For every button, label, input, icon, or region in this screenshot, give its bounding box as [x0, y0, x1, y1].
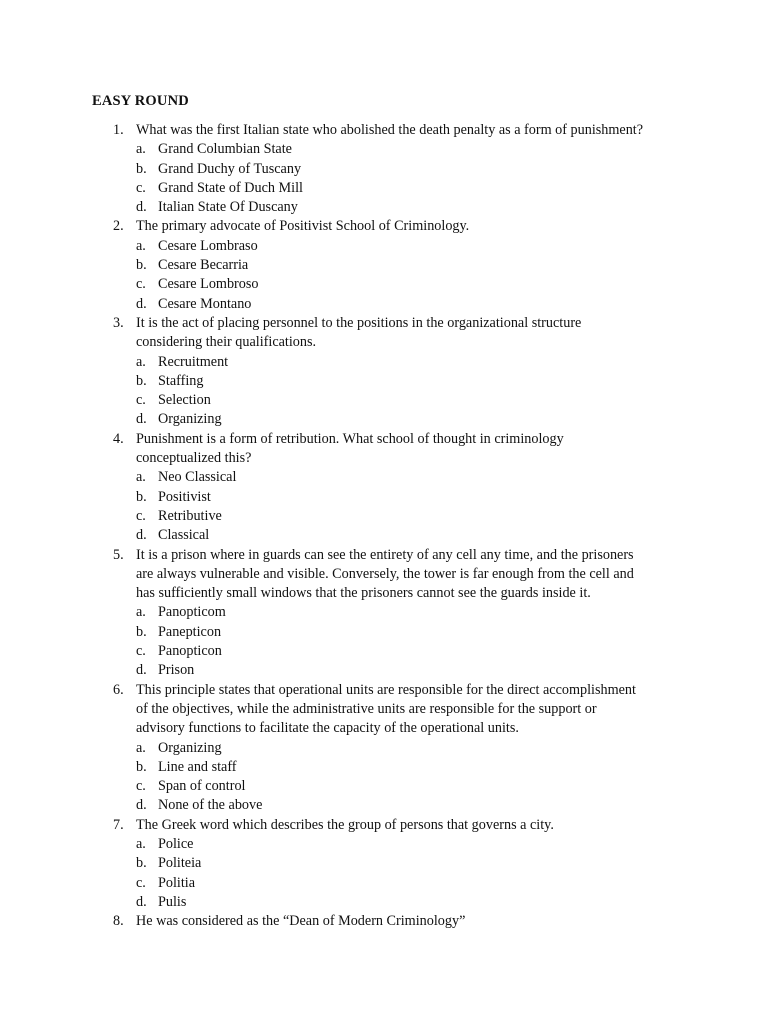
question-item [0, 430, 768, 546]
option-text: Panepticon [158, 623, 222, 640]
question-line [0, 816, 768, 835]
answer-option [0, 661, 768, 680]
question-text: conceptualized this? [136, 450, 252, 467]
answer-option [0, 739, 768, 758]
answer-option [0, 353, 768, 372]
option-text: Cesare Becarria [158, 257, 249, 274]
question-number: 5. [113, 546, 124, 563]
option-text: Grand Columbian State [158, 141, 292, 158]
answer-option [0, 796, 768, 815]
option-letter: c. [136, 874, 146, 891]
question-line [0, 430, 768, 449]
answer-option [0, 256, 768, 275]
question-item [0, 217, 768, 313]
option-letter: c. [136, 392, 146, 409]
option-letter: d. [136, 527, 147, 544]
option-letter: a. [136, 739, 146, 756]
option-letter: b. [136, 372, 147, 389]
option-letter: a. [136, 604, 146, 621]
option-text: Panopticom [158, 604, 226, 621]
question-text: advisory functions to facilitate the capacity of the operational units. [136, 720, 519, 737]
answer-option [0, 391, 768, 410]
question-line [0, 546, 768, 565]
question-line [0, 314, 768, 333]
option-text: None of the above [158, 797, 263, 814]
option-letter: c. [136, 507, 146, 524]
question-item [0, 314, 768, 430]
answer-option [0, 777, 768, 796]
option-letter: c. [136, 643, 146, 660]
option-letter: d. [136, 893, 147, 910]
option-letter: b. [136, 758, 147, 775]
question-line [0, 217, 768, 236]
option-text: Cesare Montano [158, 295, 252, 312]
answer-option [0, 758, 768, 777]
answer-option [0, 893, 768, 912]
question-text: It is the act of placing personnel to the positions in the organizational structure [136, 314, 582, 331]
option-text: Span of control [158, 778, 246, 795]
answer-option [0, 179, 768, 198]
question-number: 6. [113, 681, 124, 698]
question-item [0, 816, 768, 912]
answer-option [0, 198, 768, 217]
question-text: What was the first Italian state who abolished the death penalty as a form of punishment? [136, 122, 644, 138]
option-text: Organizing [158, 411, 222, 428]
option-text: Classical [158, 527, 210, 544]
option-text: Cesare Lombroso [158, 276, 259, 293]
option-letter: d. [136, 411, 147, 428]
answer-option [0, 835, 768, 854]
question-line [0, 912, 768, 931]
option-letter: d. [136, 662, 147, 679]
question-line [0, 565, 768, 584]
question-line [0, 333, 768, 352]
question-line [0, 719, 768, 738]
option-letter: b. [136, 488, 147, 505]
question-text: The Greek word which describes the group of persons that governs a city. [136, 816, 554, 833]
option-letter: c. [136, 276, 146, 293]
question-number: 3. [113, 314, 124, 331]
question-line [0, 449, 768, 468]
option-text: Cesare Lombraso [158, 237, 258, 254]
option-letter: a. [136, 835, 146, 852]
answer-option [0, 160, 768, 179]
answer-option [0, 642, 768, 661]
answer-option [0, 295, 768, 314]
option-letter: a. [136, 141, 146, 158]
question-line [0, 121, 768, 140]
question-line [0, 700, 768, 719]
option-text: Positivist [158, 488, 211, 505]
question-item [0, 912, 768, 931]
option-letter: c. [136, 778, 146, 795]
question-number: 8. [113, 913, 124, 930]
answer-option [0, 507, 768, 526]
answer-option [0, 526, 768, 545]
option-text: Pulis [158, 893, 187, 910]
question-list [0, 121, 768, 931]
answer-option [0, 488, 768, 507]
answer-option [0, 603, 768, 622]
option-text: Panopticon [158, 643, 222, 660]
question-item [0, 681, 768, 816]
option-letter: a. [136, 237, 146, 254]
question-text: considering their qualifications. [136, 334, 317, 351]
question-text: He was considered as the “Dean of Modern Criminology” [136, 913, 466, 930]
option-text: Line and staff [158, 758, 237, 775]
option-text: Grand Duchy of Tuscany [158, 160, 302, 177]
option-text: Recruitment [158, 353, 229, 370]
option-letter: b. [136, 160, 147, 177]
question-number: 2. [113, 218, 124, 235]
option-letter: b. [136, 623, 147, 640]
section-heading: EASY ROUND [92, 93, 189, 109]
answer-option [0, 854, 768, 873]
answer-option [0, 623, 768, 642]
question-text: of the objectives, while the administrative units are responsible for the support or [136, 700, 597, 717]
option-letter: b. [136, 855, 147, 872]
question-item [0, 121, 768, 217]
option-letter: b. [136, 257, 147, 274]
question-line [0, 584, 768, 603]
answer-option [0, 140, 768, 159]
question-text: This principle states that operational units are responsible for the direct accomplishment [136, 681, 636, 698]
answer-option [0, 874, 768, 893]
option-letter: d. [136, 199, 147, 216]
option-text: Organizing [158, 739, 222, 756]
option-text: Grand State of Duch Mill [158, 179, 303, 196]
option-text: Staffing [158, 372, 204, 389]
option-text: Neo Classical [158, 469, 237, 486]
answer-option [0, 410, 768, 429]
option-letter: a. [136, 353, 146, 370]
option-text: Selection [158, 392, 211, 409]
option-text: Politeia [158, 855, 202, 872]
question-text: are always vulnerable and visible. Conversely, the tower is far enough from the cell and [136, 565, 634, 582]
option-letter: d. [136, 295, 147, 312]
option-text: Police [158, 835, 194, 852]
question-text: It is a prison where in guards can see the entirety of any cell any time, and the prisoners [136, 546, 634, 563]
question-text: The primary advocate of Positivist School of Criminology. [136, 218, 470, 235]
question-number: 7. [113, 816, 124, 833]
question-number: 4. [113, 430, 124, 447]
answer-option [0, 468, 768, 487]
answer-option [0, 237, 768, 256]
option-letter: a. [136, 469, 146, 486]
question-text: Punishment is a form of retribution. What school of thought in criminology [136, 430, 564, 447]
answer-option [0, 275, 768, 294]
option-text: Italian State Of Duscany [158, 199, 298, 216]
option-letter: c. [136, 179, 146, 196]
question-line [0, 681, 768, 700]
question-item [0, 546, 768, 681]
question-text: has sufficiently small windows that the prisoners cannot see the guards inside it. [136, 585, 591, 602]
question-number: 1. [113, 122, 124, 138]
option-text: Politia [158, 874, 196, 891]
option-text: Retributive [158, 507, 222, 524]
option-letter: d. [136, 797, 147, 814]
option-text: Prison [158, 662, 195, 679]
answer-option [0, 372, 768, 391]
